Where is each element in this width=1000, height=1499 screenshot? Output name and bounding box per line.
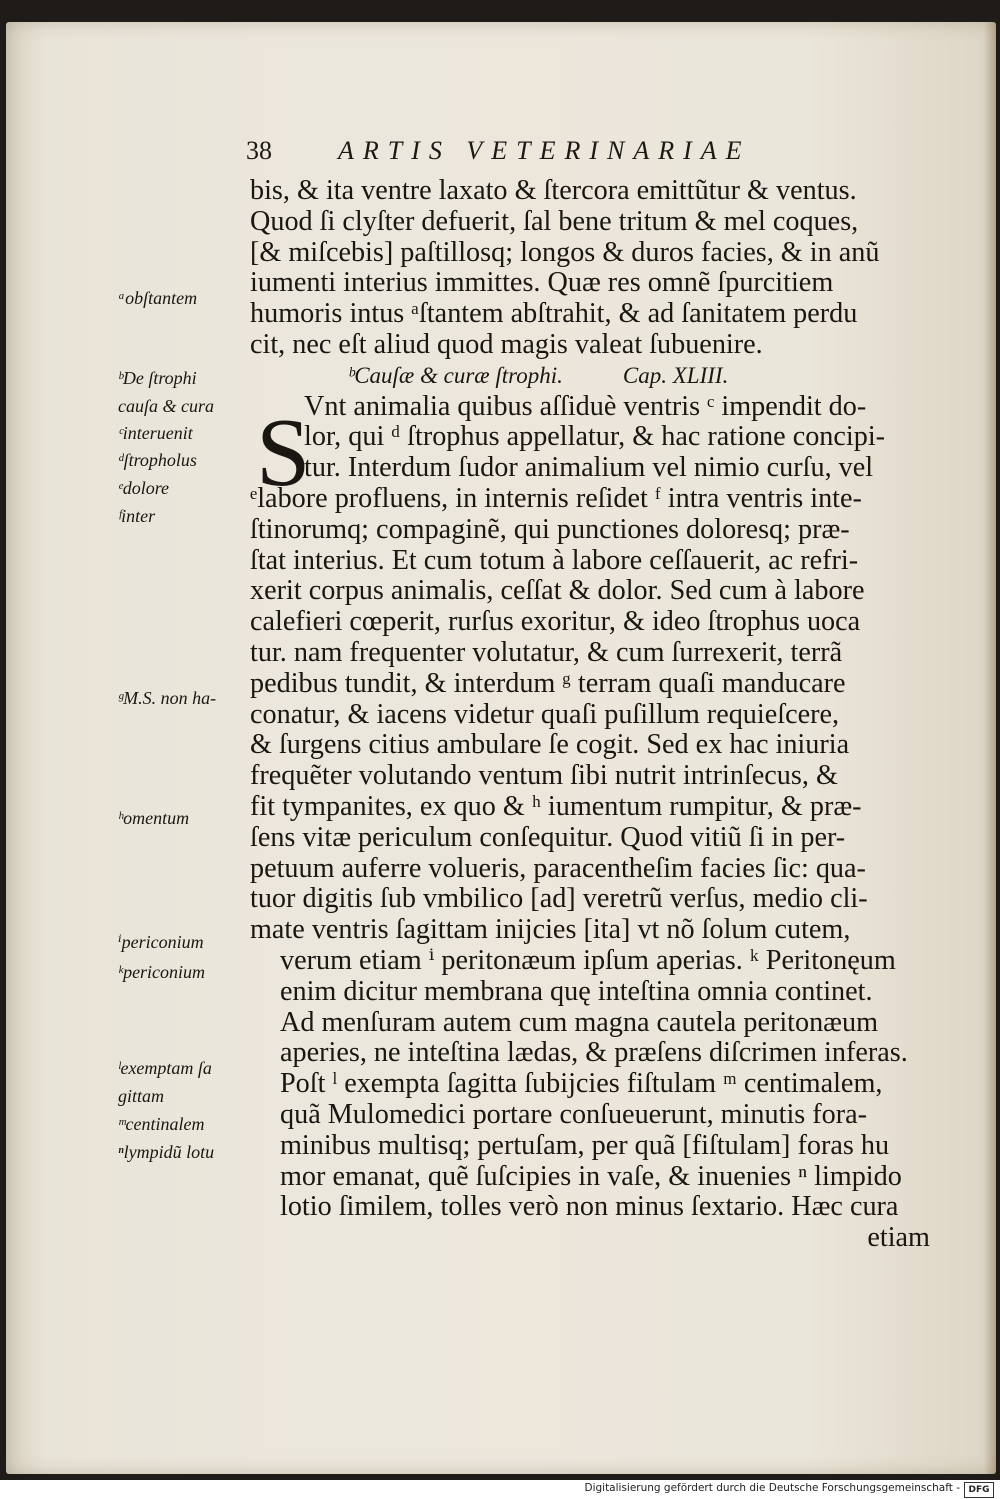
chapter-heading [250,361,930,392]
funding-credit: Digitalisierung gefördert durch die Deutsche Forschungsgemeinschaft - [584,1482,960,1494]
text-line: xerit corpus animalis, ceſſat & dolor. Sed cum à labore [250,575,865,607]
text-line: mate ventris ſagittam inijcies [ita] vt nõ ſolum cutem, [250,914,851,946]
margin-note: ᵉdolore [118,478,170,498]
text-line: mor emanat, quẽ ſuſcipies in vaſe, & inuenies ⁿ limpido [280,1160,902,1192]
margin-note: ˡexemptam ſa [118,1058,212,1078]
dfg-logo-icon: DFG [964,1482,994,1498]
margin-note: ᶠinter [118,506,156,526]
margin-note: ᵐcentinalem [118,1114,205,1134]
text-line: verum etiam ⁱ peritonæum ipſum aperias. ᵏ Peritonęum [280,944,896,976]
margin-note: ᵇDe ſtrophi [118,368,197,388]
drop-cap: S [256,399,311,507]
text-line: [& miſcebis] paſtillosq; longos & duros facies, & in anũ [250,236,880,268]
text-line: lotio ſimilem, tolles verò non minus ſextario. Hæc cura [280,1191,899,1223]
margin-note: ʰomentum [118,808,190,828]
text-line: minibus multisq; pertuſam, per quã [fiſtulam] foras hu [280,1129,890,1161]
book-page [6,22,996,1474]
text-line: & ſurgens citius ambulare ſe cogit. Sed ex hac iniuria [250,729,850,761]
text-line: lor, qui ᵈ ſtrophus appellatur, & hac ratione concipi- [304,421,886,453]
footer-bar [0,1480,1000,1499]
text-line: ſtinorumq; compaginẽ, qui punctiones doloresq; præ- [250,513,850,545]
page-edge-shadow [984,22,996,1474]
main-text [250,176,930,1254]
text-line: pedibus tundit, & interdum ᵍ terram quaſi manducare [250,667,846,699]
text-line: tur. Interdum ſudor animalium vel nimio curſu, vel [304,452,874,484]
text-line: tuor digitis ſub vmbilico [ad] veretrũ verſus, medio cli- [250,883,868,915]
text-line: conatur, & iacens videtur quaſi puſillum requieſcere, [250,698,840,730]
text-line: quã Mulomedici portare conſueuerunt, minutis fora- [280,1098,868,1130]
text-line: humoris intus ᵃſtantem abſtrahit, & ad ſanitatem perdu [250,298,858,330]
text-line: frequẽter volutando ventum ſibi nutrit intrinſecus, & [250,760,838,792]
margin-note: gittam [118,1086,165,1106]
chapter-number: Cap. XLIII. [622,362,729,388]
text-line: Poſt ˡ exempta ſagitta ſubijcies fiſtulam ᵐ centimalem, [280,1068,883,1100]
margin-note: ⁱpericonium [118,932,204,952]
margin-note: ⁿlympidũ lotu [118,1142,215,1162]
text-line: Ad menſuram autem cum magna cautela peritonæum [280,1006,879,1038]
text-line: fit tympanites, ex quo & ʰ iumentum rumpitur, & præ- [250,790,862,822]
text-line: bis, & ita ventre laxato & ſtercora emittũtur & ventus. [250,175,857,206]
text-line: ſtat interius. Et cum totum à labore ceſſauerit, ac refri- [250,544,859,576]
chapter-title: ᵇCauſæ & curæ ſtrophi. [348,362,563,388]
text-line: Vnt animalia quibus aſſiduè ventris ᶜ impendit do- [304,390,867,422]
page-number: 38 [246,136,272,165]
text-line: iumenti interius immittes. Quæ res omnẽ ſpurcitiem [250,267,834,299]
text-line: enim dicitur membrana quę inteſtina omnia continet. [280,975,873,1007]
page-header [246,136,826,172]
catchword: etiam [867,1222,930,1254]
text-line: petuum auferre volueris, paracentheſim facies ſic: qua- [250,852,866,884]
text-line: aperies, ne inteſtina lædas, & præſens diſcrimen inferas. [280,1037,908,1069]
text-line: ſens vitæ periculum conſequitur. Quod vitiũ ſi in per- [250,821,846,853]
margin-note: ᵈſtropholus [118,450,197,470]
text-line: cit, nec eſt aliud quod magis valeat ſubuenire. [250,328,763,360]
margin-note: ᵍM.S. non ha- [118,688,217,708]
margin-note: ᶜinteruenit [118,423,193,443]
text-line: ᵉlabore profluens, in internis reſidet ᶠ intra ventris inte- [250,482,862,514]
margin-note: cauſa & cura [118,396,214,416]
running-title: ARTIS VETERINARIAE [338,136,751,165]
text-line: tur. nam frequenter volutatur, & cum ſurrexerit, terrã [250,636,843,668]
text-line: Quod ſi clyſter defuerit, ſal bene tritum & mel coques, [250,205,859,237]
margin-note: ᵏpericonium [118,962,206,982]
margin-note: ᵃobſtantem [118,288,198,308]
text-line: calefieri cœperit, rurſus exoritur, & ideo ſtrophus uoca [250,606,861,638]
